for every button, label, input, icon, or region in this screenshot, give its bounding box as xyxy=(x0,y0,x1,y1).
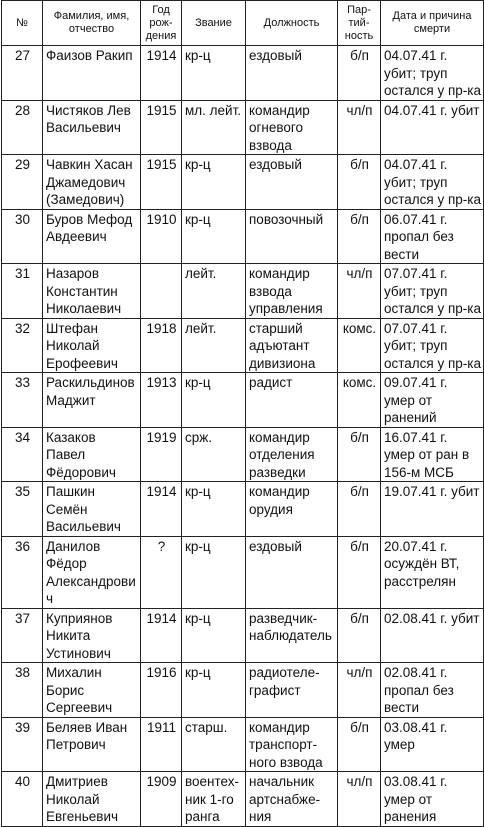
table-row xyxy=(2,427,484,482)
table-row xyxy=(2,155,484,210)
row-num: 34 xyxy=(2,427,43,482)
row-rank: лейт. xyxy=(182,264,246,319)
row-rank: кр-ц xyxy=(182,209,246,264)
row-party: б/п xyxy=(338,209,381,264)
row-name: Буров Мефод Авдеевич xyxy=(43,209,141,264)
table-row xyxy=(2,717,484,772)
row-position: повозочный xyxy=(246,209,338,264)
table-row xyxy=(2,536,484,608)
row-name: Чавкин Хасан Джамедович (Замедович) xyxy=(43,155,141,210)
row-name: Чистяков Лев Васильевич xyxy=(43,100,141,155)
casualty-table xyxy=(1,0,484,827)
header-death: Дата и причина смерти xyxy=(381,1,484,46)
row-name: Раскильдинов Маджит xyxy=(43,373,141,428)
row-year: 1914 xyxy=(141,608,182,663)
row-death: 04.07.41 г. убит xyxy=(381,100,484,155)
row-position: старший адъютант дивизиона xyxy=(246,318,338,373)
row-party: б/п xyxy=(338,608,381,663)
row-rank: воентех-ник 1-го ранга xyxy=(182,772,246,827)
row-death: 03.08.41 г. умер от ранения xyxy=(381,772,484,827)
row-party: комс. xyxy=(338,373,381,428)
row-year: 1918 xyxy=(141,318,182,373)
row-position: командир взвода управления xyxy=(246,264,338,319)
row-rank: мл. лейт. xyxy=(182,100,246,155)
row-name: Назаров Константин Николаевич xyxy=(43,264,141,319)
row-party: б/п xyxy=(338,717,381,772)
row-position: начальник артснабже-ния xyxy=(246,772,338,827)
row-num: 33 xyxy=(2,373,43,428)
row-death: 16.07.41 г. умер от ран в 156-м МСБ xyxy=(381,427,484,482)
table-row xyxy=(2,318,484,373)
row-position: радиотеле-графист xyxy=(246,663,338,718)
row-year: ? xyxy=(141,536,182,608)
row-num: 28 xyxy=(2,100,43,155)
row-position: командир отделения разведки xyxy=(246,427,338,482)
row-rank: кр-ц xyxy=(182,536,246,608)
row-year: 1909 xyxy=(141,772,182,827)
table-row xyxy=(2,482,484,537)
row-position: разведчик-наблюдатель xyxy=(246,608,338,663)
row-name: Казаков Павел Фёдорович xyxy=(43,427,141,482)
row-death: 02.08.41 г. убит xyxy=(381,608,484,663)
row-rank: кр-ц xyxy=(182,155,246,210)
row-position: ездовый xyxy=(246,536,338,608)
table-row xyxy=(2,663,484,718)
row-year: 1915 xyxy=(141,155,182,210)
table-row xyxy=(2,46,484,101)
row-name: Куприянов Никита Устинович xyxy=(43,608,141,663)
row-name: Михалин Борис Сергеевич xyxy=(43,663,141,718)
row-name: Дмитриев Николай Евгеньевич xyxy=(43,772,141,827)
row-position: командир орудия xyxy=(246,482,338,537)
row-death: 20.07.41 г. осуждён ВТ, расстрелян xyxy=(381,536,484,608)
row-position: радист xyxy=(246,373,338,428)
table-row xyxy=(2,264,484,319)
row-rank: кр-ц xyxy=(182,482,246,537)
row-position: ездовый xyxy=(246,46,338,101)
row-position: командир транспорт-ного взвода xyxy=(246,717,338,772)
row-position: командир огневого взвода xyxy=(246,100,338,155)
row-rank: кр-ц xyxy=(182,373,246,428)
row-name: Данилов Фёдор Александрович xyxy=(43,536,141,608)
row-party: б/п xyxy=(338,427,381,482)
row-year: 1915 xyxy=(141,100,182,155)
row-name: Фаизов Ракип xyxy=(43,46,141,101)
row-year: 1911 xyxy=(141,717,182,772)
row-party: б/п xyxy=(338,536,381,608)
row-party: комс. xyxy=(338,318,381,373)
row-party: чл/п xyxy=(338,100,381,155)
header-num: № xyxy=(2,1,43,46)
row-year xyxy=(141,264,182,319)
table-row xyxy=(2,373,484,428)
row-num: 35 xyxy=(2,482,43,537)
row-num: 40 xyxy=(2,772,43,827)
row-rank: срж. xyxy=(182,427,246,482)
row-death: 02.08.41 г. пропал без вести xyxy=(381,663,484,718)
row-death: 07.07.41 г. убит; труп остался у пр-ка xyxy=(381,318,484,373)
table-row xyxy=(2,209,484,264)
table-row xyxy=(2,100,484,155)
row-party: чл/п xyxy=(338,772,381,827)
header-row xyxy=(2,1,484,46)
header-party: Пар-тий-ность xyxy=(338,1,381,46)
row-year: 1919 xyxy=(141,427,182,482)
row-death: 07.07.41 г. убит; труп остался у пр-ка xyxy=(381,264,484,319)
row-rank: кр-ц xyxy=(182,663,246,718)
row-rank: старш. xyxy=(182,717,246,772)
row-year: 1910 xyxy=(141,209,182,264)
row-party: б/п xyxy=(338,482,381,537)
row-num: 29 xyxy=(2,155,43,210)
table-row xyxy=(2,608,484,663)
row-name: Беляев Иван Петрович xyxy=(43,717,141,772)
header-year: Год рож-дения xyxy=(141,1,182,46)
row-death: 06.07.41 г. пропал без вести xyxy=(381,209,484,264)
row-position: ездовый xyxy=(246,155,338,210)
row-num: 32 xyxy=(2,318,43,373)
row-party: б/п xyxy=(338,46,381,101)
row-num: 37 xyxy=(2,608,43,663)
row-num: 27 xyxy=(2,46,43,101)
row-rank: лейт. xyxy=(182,318,246,373)
header-rank: Звание xyxy=(182,1,246,46)
row-death: 04.07.41 г. убит; труп остался у пр-ка xyxy=(381,46,484,101)
row-num: 31 xyxy=(2,264,43,319)
row-name: Штефан Николай Ерофеевич xyxy=(43,318,141,373)
row-rank: кр-ц xyxy=(182,608,246,663)
row-num: 38 xyxy=(2,663,43,718)
row-rank: кр-ц xyxy=(182,46,246,101)
row-death: 03.08.41 г. умер xyxy=(381,717,484,772)
row-num: 39 xyxy=(2,717,43,772)
table-row xyxy=(2,772,484,827)
row-party: б/п xyxy=(338,155,381,210)
row-num: 36 xyxy=(2,536,43,608)
row-year: 1914 xyxy=(141,482,182,537)
row-death: 09.07.41 г. умер от ранений xyxy=(381,373,484,428)
header-name: Фамилия, имя, отчество xyxy=(43,1,141,46)
row-num: 30 xyxy=(2,209,43,264)
row-year: 1913 xyxy=(141,373,182,428)
row-year: 1914 xyxy=(141,46,182,101)
row-party: чл/п xyxy=(338,663,381,718)
header-position: Должность xyxy=(246,1,338,46)
row-party: чл/п xyxy=(338,264,381,319)
row-death: 19.07.41 г. убит xyxy=(381,482,484,537)
row-year: 1916 xyxy=(141,663,182,718)
row-death: 04.07.41 г. убит; труп остался у пр-ка xyxy=(381,155,484,210)
row-name: Пашкин Семён Васильевич xyxy=(43,482,141,537)
